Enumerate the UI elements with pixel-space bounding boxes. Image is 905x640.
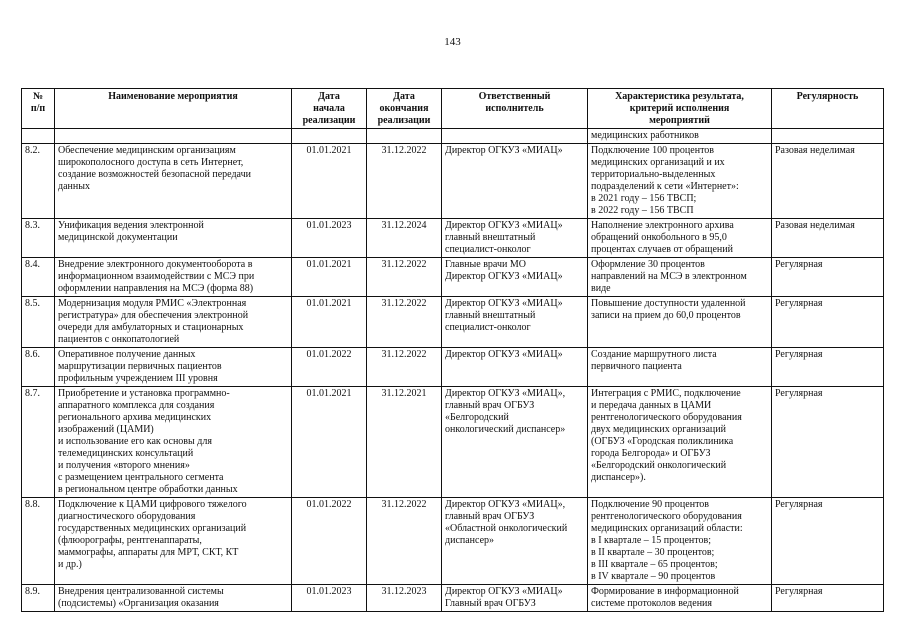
cell-line: специалист-онколог <box>445 322 531 333</box>
cell-line: Разовая неделимая <box>775 220 855 231</box>
cell-line: Оформление 30 процентов <box>591 259 705 270</box>
table-row <box>22 585 884 612</box>
header-line: окончания <box>379 103 429 114</box>
table-row <box>22 144 884 219</box>
column-header-regularity <box>772 89 884 129</box>
cell-line: медицинских работников <box>591 130 699 141</box>
cell-line: (подсистемы) «Организация оказания <box>58 598 219 609</box>
column-header-name <box>55 89 292 129</box>
cell-line: «Белгородский <box>445 412 509 423</box>
column-header-responsible <box>442 89 588 129</box>
cell-name <box>55 585 292 612</box>
cell-line: широкополосного доступа в сеть Интернет, <box>58 157 244 168</box>
cell-line: Подключение 90 процентов <box>591 499 710 510</box>
cell-line: Внедрение электронного документооборота в <box>58 259 253 270</box>
cell-result <box>588 498 772 585</box>
cell-num: 8.6. <box>22 348 55 387</box>
header-line: п/п <box>30 103 46 114</box>
cell-num: 8.3. <box>22 219 55 258</box>
cell-end: 31.12.2021 <box>367 387 442 498</box>
cell-end: 31.12.2022 <box>367 498 442 585</box>
cell-line: Регулярная <box>775 349 823 360</box>
cell-regularity <box>772 585 884 612</box>
cell-line: системе протоколов ведения <box>591 598 712 609</box>
cell-line: главный внештатный <box>445 310 536 321</box>
cell-num: 8.8. <box>22 498 55 585</box>
cell-line: города Белгорода» и ОГБУЗ <box>591 448 711 459</box>
cell-end: 31.12.2022 <box>367 258 442 297</box>
cell-name <box>55 297 292 348</box>
cell-line: обращений онкобольного в 95,0 <box>591 232 727 243</box>
cell-line: Директор ОГКУЗ «МИАЦ», <box>445 388 566 399</box>
header-row <box>22 89 884 129</box>
cell-start: 01.01.2021 <box>292 297 367 348</box>
cell-line: государственных медицинских организаций <box>58 523 247 534</box>
cell-line: Унификация ведения электронной <box>58 220 204 231</box>
cell-line: Повышение доступности удаленной <box>591 298 746 309</box>
cell-line: в 2022 году – 156 ТВСП <box>591 205 694 216</box>
cell-line: аппаратного комплекса для создания <box>58 400 215 411</box>
cell-line: Наполнение электронного архива <box>591 220 734 231</box>
cell-end: 31.12.2023 <box>367 585 442 612</box>
cell-regularity <box>772 498 884 585</box>
cell-line: процентах случаев от обращений <box>591 244 733 255</box>
cell-name <box>55 144 292 219</box>
cell-responsible <box>442 387 588 498</box>
cell-result <box>588 129 772 144</box>
cell-line: Регулярная <box>775 259 823 270</box>
header-line: мероприятий <box>649 115 710 126</box>
cell-num: 8.9. <box>22 585 55 612</box>
cell-name <box>55 387 292 498</box>
cell-start: 01.01.2023 <box>292 585 367 612</box>
cell-line: главный врач ОГБУЗ <box>445 511 535 522</box>
cell-result <box>588 144 772 219</box>
cell-line: Оперативное получение данных <box>58 349 196 360</box>
cell-end: 31.12.2024 <box>367 219 442 258</box>
cell-line: двух медицинских организаций <box>591 424 726 435</box>
table-row <box>22 348 884 387</box>
cell-line: (ОГБУЗ «Городская поликлиника <box>591 436 734 447</box>
cell-line: медицинских организаций и их <box>591 157 725 168</box>
cell-line: виде <box>591 283 611 294</box>
cell-line: и использование его как основы для <box>58 436 212 447</box>
cell-responsible <box>442 498 588 585</box>
cell-line: Подключение к ЦАМИ цифрового тяжелого <box>58 499 247 510</box>
cell-line: «Белгородский онкологический <box>591 460 727 471</box>
cell-line: в I квартале – 15 процентов; <box>591 535 711 546</box>
cell-line: Директор ОГКУЗ «МИАЦ» <box>445 298 563 309</box>
cell-line: онкологический диспансер» <box>445 424 566 435</box>
cell-name <box>55 498 292 585</box>
cell-line: маршрутизации первичных пациентов <box>58 361 222 372</box>
header-line: № <box>32 91 44 102</box>
cell-start: 01.01.2022 <box>292 498 367 585</box>
cell-line: в 2021 году – 156 ТВСП; <box>591 193 697 204</box>
cell-line: Подключение 100 процентов <box>591 145 715 156</box>
cell-line: Интеграция с РМИС, подключение <box>591 388 741 399</box>
cell-line: первичного пациента <box>591 361 682 372</box>
cell-line: в III квартале – 65 процентов; <box>591 559 718 570</box>
cell-responsible <box>442 297 588 348</box>
cell-num: 8.5. <box>22 297 55 348</box>
cell-line: диспансер»). <box>591 472 646 483</box>
column-header-result <box>588 89 772 129</box>
cell-line: диспансер» <box>445 535 495 546</box>
cell-line: с размещением центрального сегмента <box>58 472 224 483</box>
continuation-row <box>22 129 884 144</box>
cell-responsible <box>442 348 588 387</box>
cell-start: 01.01.2021 <box>292 258 367 297</box>
cell-name <box>55 219 292 258</box>
cell-line: в IV квартале – 90 процентов <box>591 571 716 582</box>
cell-regularity <box>772 348 884 387</box>
cell-responsible <box>442 129 588 144</box>
header-line: реализации <box>302 115 356 126</box>
cell-line: Разовая неделимая <box>775 145 855 156</box>
cell-start: 01.01.2022 <box>292 348 367 387</box>
cell-num: 8.7. <box>22 387 55 498</box>
table-row <box>22 387 884 498</box>
cell-line: «Областной онкологический <box>445 523 568 534</box>
header-line: реализации <box>377 115 431 126</box>
cell-responsible <box>442 144 588 219</box>
cell-name <box>55 348 292 387</box>
cell-end: 31.12.2022 <box>367 348 442 387</box>
header-line: начала <box>313 103 345 114</box>
cell-line: подразделений к сети «Интернет»: <box>591 181 739 192</box>
cell-line: записи на прием до 60,0 процентов <box>591 310 741 321</box>
cell-line: Приобретение и установка программно- <box>58 388 230 399</box>
cell-line: Регулярная <box>775 499 823 510</box>
cell-line: Регулярная <box>775 586 823 597</box>
cell-line: Модернизация модуля РМИС «Электронная <box>58 298 247 309</box>
cell-line: рентгенологического оборудования <box>591 511 742 522</box>
activities-table <box>21 88 884 612</box>
cell-line: Главные врачи МО <box>445 259 526 270</box>
cell-start: 01.01.2021 <box>292 144 367 219</box>
cell-line: регионального архива медицинских <box>58 412 212 423</box>
cell-name <box>55 129 292 144</box>
cell-line: создание возможностей безопасной передачи <box>58 169 251 180</box>
cell-line: направлений на МСЭ в электронном <box>591 271 747 282</box>
table-row <box>22 498 884 585</box>
cell-regularity <box>772 387 884 498</box>
cell-line: Директор ОГКУЗ «МИАЦ» <box>445 145 563 156</box>
cell-line: территориально-выделенных <box>591 169 716 180</box>
cell-line: телемедицинских консультаций <box>58 448 194 459</box>
cell-responsible <box>442 258 588 297</box>
column-header-end <box>367 89 442 129</box>
cell-line: Внедрения централизованной системы <box>58 586 224 597</box>
cell-line: информационном взаимодействии с МСЭ при <box>58 271 255 282</box>
cell-line: рентгенологического оборудования <box>591 412 742 423</box>
column-header-start <box>292 89 367 129</box>
cell-line: диагностического оборудования <box>58 511 196 522</box>
cell-line: регистратура» для обеспечения электронной <box>58 310 249 321</box>
cell-line: Директор ОГКУЗ «МИАЦ» <box>445 220 563 231</box>
cell-responsible <box>442 585 588 612</box>
cell-regularity <box>772 297 884 348</box>
header-line: Регулярность <box>796 91 859 102</box>
cell-start <box>292 129 367 144</box>
cell-start: 01.01.2021 <box>292 387 367 498</box>
cell-line: специалист-онколог <box>445 244 531 255</box>
header-line: критерий исполнения <box>629 103 730 114</box>
cell-result <box>588 585 772 612</box>
cell-line: медицинских организаций области: <box>591 523 743 534</box>
cell-line: главный внештатный <box>445 232 536 243</box>
cell-line: Главный врач ОГБУЗ <box>445 598 536 609</box>
cell-line: пациентов с онкопатологией <box>58 334 180 345</box>
table-row <box>22 258 884 297</box>
cell-result <box>588 387 772 498</box>
header-line: Дата <box>393 91 415 102</box>
cell-line: (флюорографы, рентгенаппараты, <box>58 535 202 546</box>
cell-regularity <box>772 129 884 144</box>
cell-result <box>588 348 772 387</box>
cell-line: оформлении направления на МСЭ (форма 88) <box>58 283 254 294</box>
cell-line: в региональном центре обработки данных <box>58 484 238 495</box>
cell-name <box>55 258 292 297</box>
cell-result <box>588 219 772 258</box>
cell-end: 31.12.2022 <box>367 144 442 219</box>
cell-line: Регулярная <box>775 388 823 399</box>
cell-line: Директор ОГКУЗ «МИАЦ», <box>445 499 566 510</box>
header-line: исполнитель <box>485 103 544 114</box>
header-line: Характеристика результата, <box>615 91 744 102</box>
cell-responsible <box>442 219 588 258</box>
cell-line: изображений (ЦАМИ) <box>58 424 154 435</box>
cell-line: и получения «второго мнения» <box>58 460 190 471</box>
cell-end <box>367 129 442 144</box>
cell-line: профильным учреждением III уровня <box>58 373 218 384</box>
cell-line: данных <box>58 181 90 192</box>
cell-line: и передача данных в ЦАМИ <box>591 400 712 411</box>
cell-regularity <box>772 219 884 258</box>
cell-line: главный врач ОГБУЗ <box>445 400 535 411</box>
cell-num <box>22 129 55 144</box>
header-line: Ответственный <box>478 91 551 102</box>
cell-line: в II квартале – 30 процентов; <box>591 547 715 558</box>
cell-num: 8.2. <box>22 144 55 219</box>
cell-line: маммографы, аппараты для МРТ, СКТ, КТ <box>58 547 239 558</box>
cell-line: Регулярная <box>775 298 823 309</box>
table-row <box>22 219 884 258</box>
cell-num: 8.4. <box>22 258 55 297</box>
header-line: Наименование мероприятия <box>108 91 238 102</box>
cell-regularity <box>772 258 884 297</box>
cell-line: Директор ОГКУЗ «МИАЦ» <box>445 349 563 360</box>
cell-line: Обеспечение медицинским организациям <box>58 145 236 156</box>
column-header-num <box>22 89 55 129</box>
cell-start: 01.01.2023 <box>292 219 367 258</box>
cell-line: Создание маршрутного листа <box>591 349 717 360</box>
cell-line: медицинской документации <box>58 232 178 243</box>
page-number: 143 <box>444 36 461 48</box>
table-row <box>22 297 884 348</box>
cell-line: Директор ОГКУЗ «МИАЦ» <box>445 586 563 597</box>
cell-line: Формирование в информационной <box>591 586 739 597</box>
cell-line: Директор ОГКУЗ «МИАЦ» <box>445 271 563 282</box>
cell-line: и др.) <box>58 559 82 570</box>
cell-result <box>588 258 772 297</box>
header-line: Дата <box>318 91 340 102</box>
cell-end: 31.12.2022 <box>367 297 442 348</box>
cell-result <box>588 297 772 348</box>
cell-regularity <box>772 144 884 219</box>
cell-line: очереди для амбулаторных и стационарных <box>58 322 244 333</box>
